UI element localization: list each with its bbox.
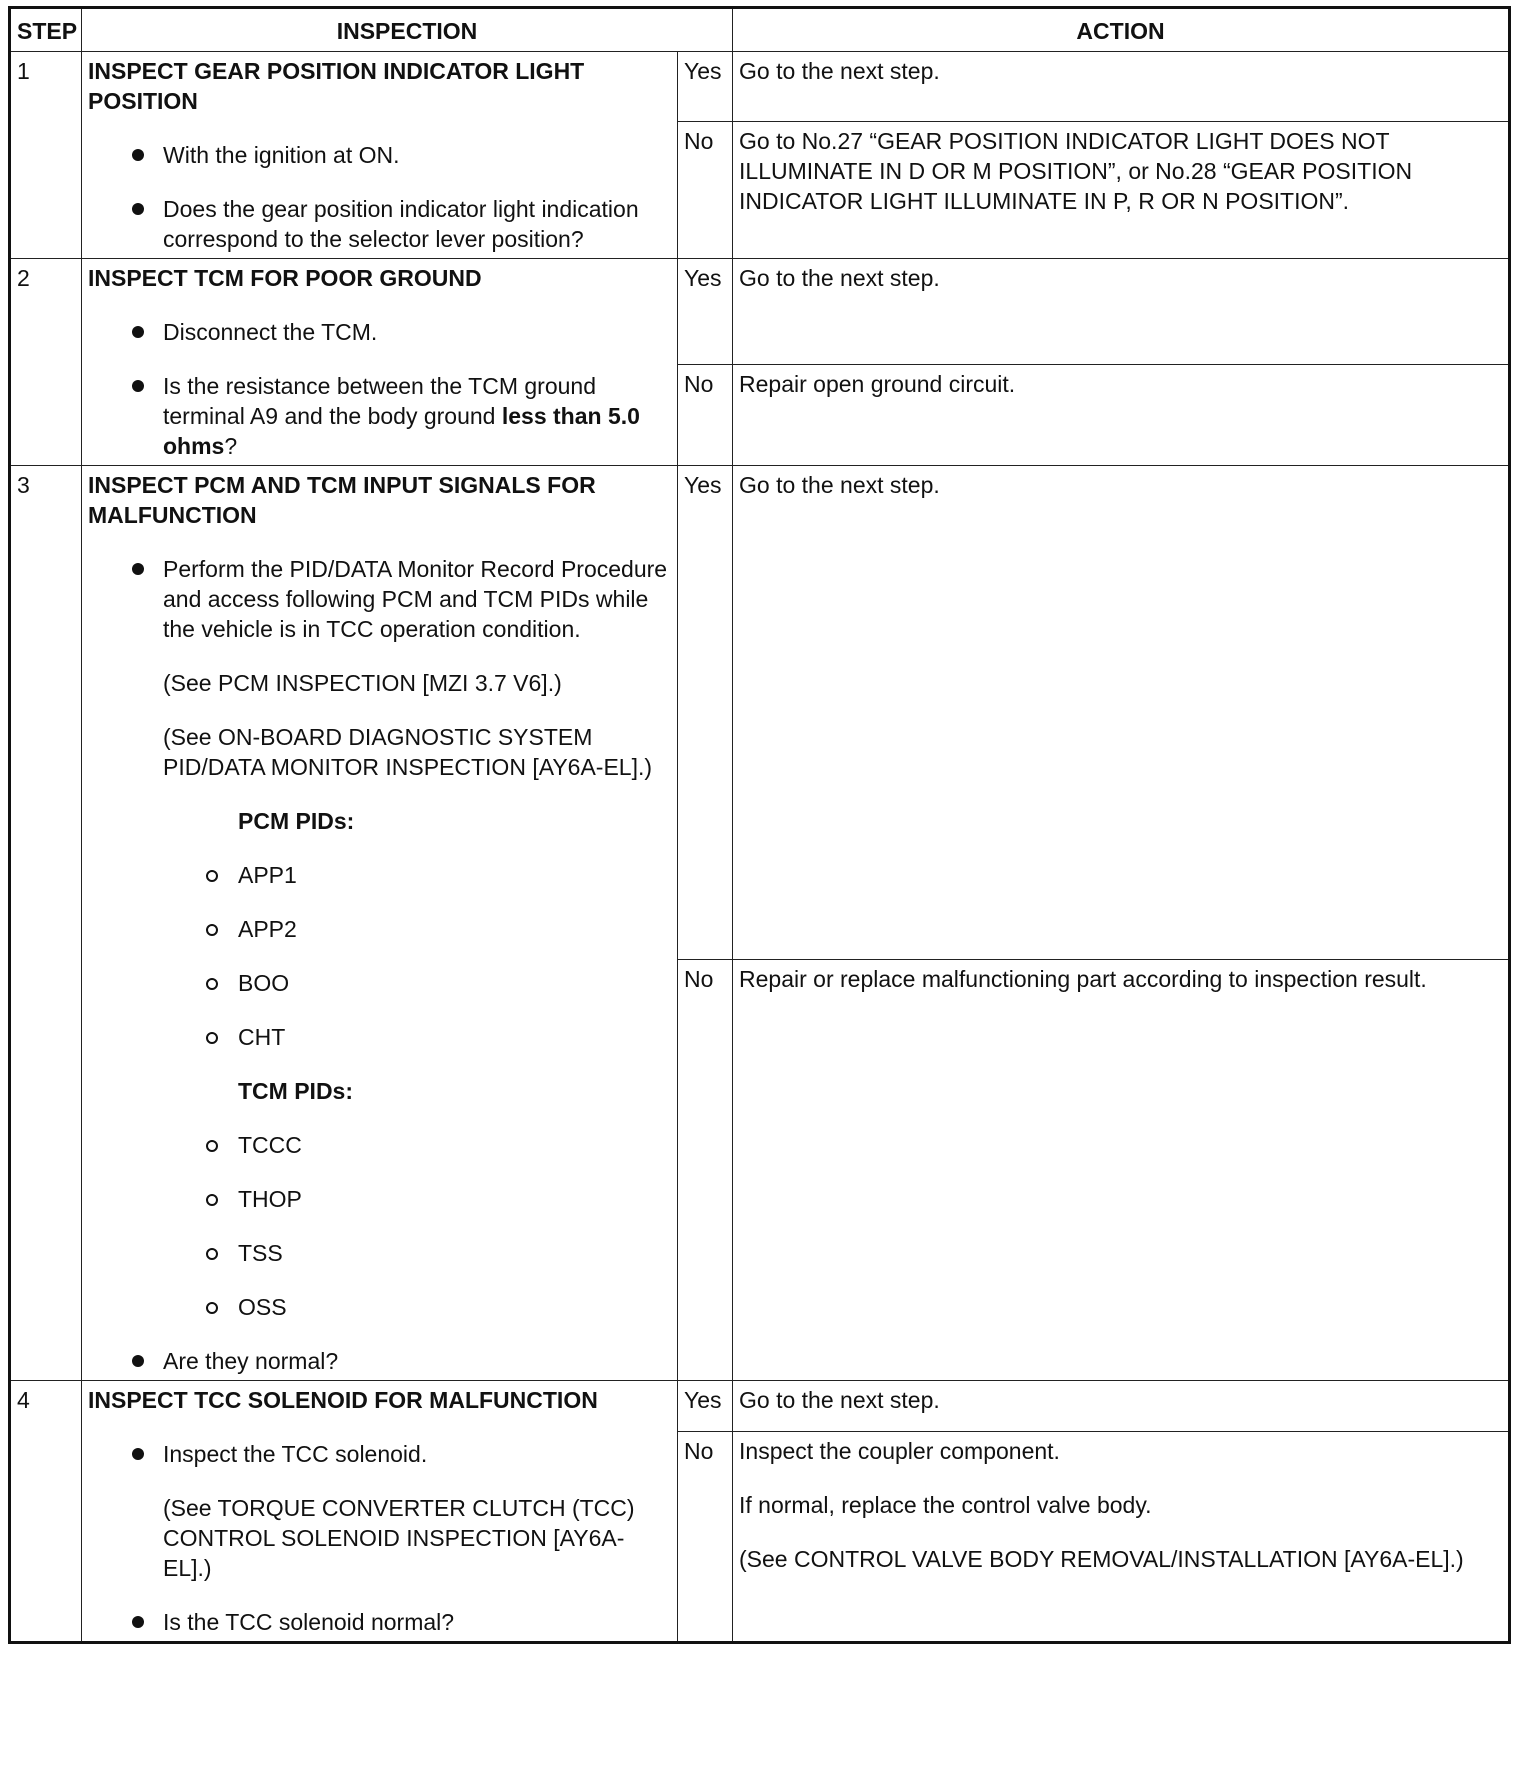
header-inspection: INSPECTION — [82, 8, 733, 52]
action-paragraph: If normal, replace the control valve body. — [739, 1492, 1152, 1518]
step-title: INSPECT TCM FOR POOR GROUND — [88, 265, 482, 291]
pid-item: CHT — [88, 1022, 671, 1052]
step-4-yes-row — [10, 1381, 1510, 1432]
step-title: INSPECT GEAR POSITION INDICATOR LIGHT POSITION — [88, 58, 585, 114]
step-number: 2 — [10, 259, 82, 466]
step-inspection — [82, 52, 678, 259]
bullet-emphasis: less than 5.0 ohms — [163, 403, 640, 459]
bullet-item — [88, 371, 671, 461]
pid-item: APP2 — [88, 914, 671, 944]
bullet-item: Perform the PID/DATA Monitor Record Procedure and access following PCM and TCM PIDs while the vehicle is in TCC operation condition. — [88, 554, 671, 644]
bullet-item: Inspect the TCC solenoid. — [88, 1439, 671, 1469]
pid-item: TCCC — [88, 1130, 671, 1160]
action-paragraph: (See CONTROL VALVE BODY REMOVAL/INSTALLATION [AY6A-EL].) — [739, 1546, 1464, 1572]
yes-label: Yes — [678, 466, 733, 960]
yes-action: Go to the next step. — [733, 466, 1510, 960]
pid-item: APP1 — [88, 860, 671, 890]
bullet-item: Is the TCC solenoid normal? — [88, 1607, 671, 1637]
reference-note: (See TORQUE CONVERTER CLUTCH (TCC) CONTROL SOLENOID INSPECTION [AY6A-EL].) — [163, 1495, 635, 1581]
step-inspection — [82, 259, 678, 466]
step-inspection — [82, 466, 678, 1381]
step-number: 1 — [10, 52, 82, 259]
step-title: INSPECT PCM AND TCM INPUT SIGNALS FOR MALFUNCTION — [88, 472, 596, 528]
yes-label: Yes — [678, 1381, 733, 1432]
header-step: STEP — [10, 8, 82, 52]
diagnostic-table — [8, 6, 1511, 1644]
pid-item: BOO — [88, 968, 671, 998]
step-title: INSPECT TCC SOLENOID FOR MALFUNCTION — [88, 1387, 598, 1413]
bullet-text: ? — [224, 433, 238, 459]
no-action: Repair or replace malfunctioning part according to inspection result. — [733, 960, 1510, 1381]
step-1-yes-row — [10, 52, 1510, 122]
yes-action: Go to the next step. — [733, 259, 1510, 365]
action-paragraph: Inspect the coupler component. — [739, 1438, 1060, 1464]
step-number: 4 — [10, 1381, 82, 1643]
bullet-text: Is the resistance between the TCM ground terminal A9 and the body ground — [163, 373, 596, 429]
yes-action: Go to the next step. — [733, 52, 1510, 122]
step-3-yes-row — [10, 466, 1510, 960]
no-label: No — [678, 122, 733, 259]
no-label: No — [678, 365, 733, 466]
step-2-yes-row — [10, 259, 1510, 365]
no-label: No — [678, 960, 733, 1381]
pid-item: THOP — [88, 1184, 671, 1214]
no-action: Repair open ground circuit. — [733, 365, 1510, 466]
pid-item: TSS — [88, 1238, 671, 1268]
yes-action: Go to the next step. — [733, 1381, 1510, 1432]
bullet-item: Does the gear position indicator light indication correspond to the selector lever position? — [88, 194, 671, 254]
table-header-row — [10, 8, 1510, 52]
bullet-item: Are they normal? — [88, 1346, 671, 1376]
yes-label: Yes — [678, 259, 733, 365]
no-action — [733, 1432, 1510, 1643]
reference-note: (See ON-BOARD DIAGNOSTIC SYSTEM PID/DATA MONITOR INSPECTION [AY6A-EL].) — [163, 724, 653, 780]
yes-label: Yes — [678, 52, 733, 122]
pcm-pids-heading: PCM PIDs: — [238, 808, 355, 834]
step-inspection — [82, 1381, 678, 1643]
step-number: 3 — [10, 466, 82, 1381]
pid-item: OSS — [88, 1292, 671, 1322]
bullet-item: Disconnect the TCM. — [88, 317, 671, 347]
no-label: No — [678, 1432, 733, 1643]
tcm-pids-heading: TCM PIDs: — [238, 1078, 353, 1104]
bullet-item: With the ignition at ON. — [88, 140, 671, 170]
no-action: Go to No.27 “GEAR POSITION INDICATOR LIGHT DOES NOT ILLUMINATE IN D OR M POSITION”, or No.28 “GEAR POSITION INDICATOR LIGHT ILLUMINATE IN P, R OR N POSITION”. — [733, 122, 1510, 259]
header-action: ACTION — [733, 8, 1510, 52]
reference-note: (See PCM INSPECTION [MZI 3.7 V6].) — [163, 670, 562, 696]
